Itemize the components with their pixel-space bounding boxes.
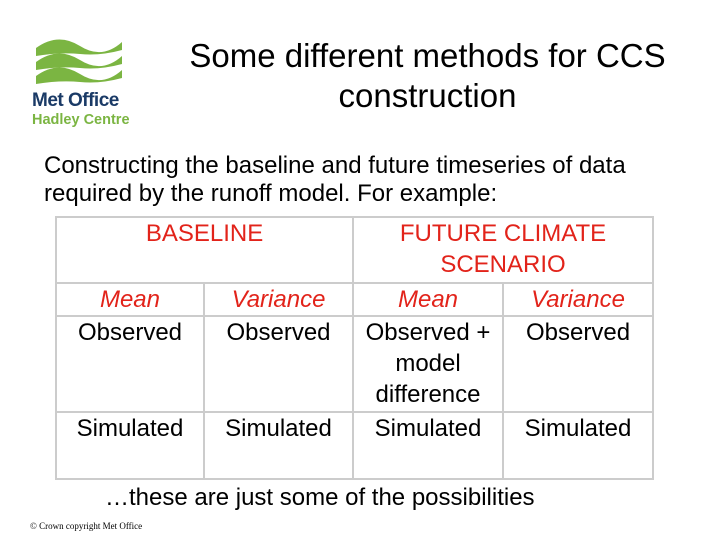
body-text: Constructing the baseline and future timeseries of data required by the runoff model. For example:	[44, 152, 626, 207]
slide-title	[130, 36, 720, 116]
table-cell: Observed	[204, 316, 353, 412]
met-office-waves-icon	[34, 34, 124, 88]
table-row	[56, 412, 653, 479]
table-cell: Simulated	[353, 412, 503, 479]
title-line-2: construction	[338, 77, 517, 114]
table-cell: Simulated	[204, 412, 353, 479]
header-baseline: BASELINE	[56, 217, 353, 283]
table-cell: Observed	[56, 316, 204, 412]
subheader-baseline-variance: Variance	[204, 283, 353, 316]
logo-name: Met Office	[32, 90, 119, 111]
subheader-baseline-mean: Mean	[56, 283, 204, 316]
table-cell: Simulated	[503, 412, 653, 479]
table-subheader-row	[56, 283, 653, 316]
table-cell: Simulated	[56, 412, 204, 479]
subheader-future-mean: Mean	[353, 283, 503, 316]
title-line-1: Some different methods for CCS	[189, 37, 666, 74]
subheader-future-variance: Variance	[503, 283, 653, 316]
met-office-logo	[30, 34, 130, 130]
copyright-notice: © Crown copyright Met Office	[30, 521, 143, 531]
table-header-row	[56, 217, 653, 283]
header-future-climate-scenario: FUTURE CLIMATE SCENARIO	[353, 217, 653, 283]
table-cell: Observed + model difference	[353, 316, 503, 412]
ccs-methods-table	[55, 216, 654, 480]
table-cell: Observed	[503, 316, 653, 412]
footer-note: …these are just some of the possibilities	[105, 484, 535, 511]
table-row	[56, 316, 653, 412]
logo-subname: Hadley Centre	[32, 112, 130, 128]
